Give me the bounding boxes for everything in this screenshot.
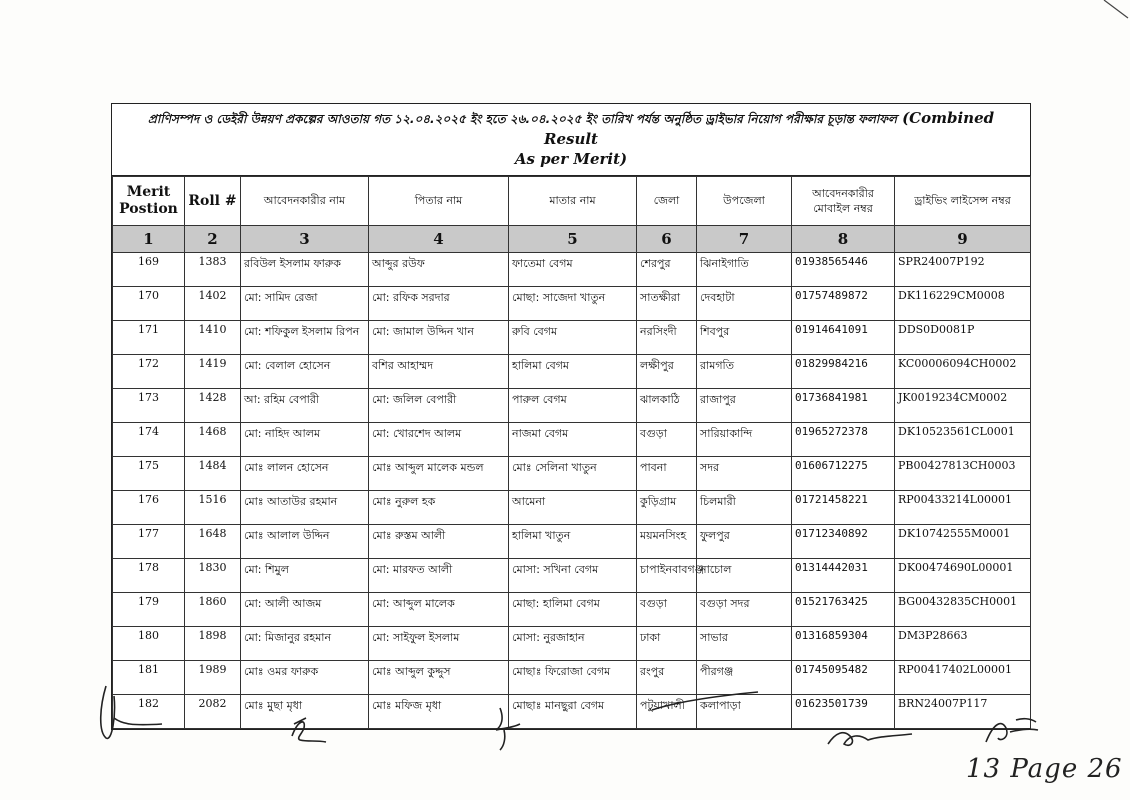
table-row bbox=[113, 627, 1031, 661]
upazila-cell: দেবহাটা bbox=[697, 287, 792, 321]
table-body bbox=[113, 253, 1031, 729]
license-cell: DK00474690L00001 bbox=[895, 559, 1031, 593]
roll-cell: 1468 bbox=[185, 423, 241, 457]
license-cell: RP00433214L00001 bbox=[895, 491, 1031, 525]
district-cell: সাতক্ষীরা bbox=[637, 287, 697, 321]
column-number: 6 bbox=[637, 226, 697, 253]
name-cell: মো: শিমুল bbox=[241, 559, 369, 593]
roll-cell: 1410 bbox=[185, 321, 241, 355]
district-cell: ময়মনসিংহ bbox=[637, 525, 697, 559]
table-row bbox=[113, 287, 1031, 321]
header-mother: মাতার নাম bbox=[509, 177, 637, 226]
merit-cell: 179 bbox=[113, 593, 185, 627]
column-number: 3 bbox=[241, 226, 369, 253]
signature-1 bbox=[92, 676, 172, 746]
license-cell: BG00432835CH0001 bbox=[895, 593, 1031, 627]
upazila-cell: চিলমারী bbox=[697, 491, 792, 525]
name-cell: মো: বেলাল হোসেন bbox=[241, 355, 369, 389]
table-row bbox=[113, 457, 1031, 491]
roll-cell: 2082 bbox=[185, 695, 241, 729]
table-row bbox=[113, 593, 1031, 627]
father-cell: মো: আব্দুল মালেক bbox=[369, 593, 509, 627]
license-cell: BRN24007P117 bbox=[895, 695, 1031, 729]
license-cell: JK0019234CM0002 bbox=[895, 389, 1031, 423]
merit-cell: 169 bbox=[113, 253, 185, 287]
header-merit: Merit Postion bbox=[113, 177, 185, 226]
title-english-line1: (Combined Result bbox=[544, 109, 995, 148]
father-cell: মোঃ আব্দুল মালেক মন্ডল bbox=[369, 457, 509, 491]
district-cell: শেরপুর bbox=[637, 253, 697, 287]
roll-cell: 1419 bbox=[185, 355, 241, 389]
mother-cell: নাজমা বেগম bbox=[509, 423, 637, 457]
header-upazila: উপজেলা bbox=[697, 177, 792, 226]
father-cell: মো: খোরশেদ আলম bbox=[369, 423, 509, 457]
name-cell: আ: রহিম বেপারী bbox=[241, 389, 369, 423]
header-row bbox=[113, 177, 1031, 226]
license-cell: DDS0D0081P bbox=[895, 321, 1031, 355]
district-cell: বগুড়া bbox=[637, 593, 697, 627]
header-mobile: আবেদনকারীর মোবাইল নম্বর bbox=[792, 177, 895, 226]
mother-cell: ফাতেমা বেগম bbox=[509, 253, 637, 287]
father-cell: মো: জলিল বেপারী bbox=[369, 389, 509, 423]
name-cell: রবিউল ইসলাম ফারুক bbox=[241, 253, 369, 287]
mobile-cell: 01829984216 bbox=[792, 355, 895, 389]
upazila-cell: ঝিনাইগাতি bbox=[697, 253, 792, 287]
table-row bbox=[113, 525, 1031, 559]
name-cell: মো: নাহিদ আলম bbox=[241, 423, 369, 457]
column-number: 4 bbox=[369, 226, 509, 253]
header-name: আবেদনকারীর নাম bbox=[241, 177, 369, 226]
mobile-cell: 01721458221 bbox=[792, 491, 895, 525]
table-row bbox=[113, 423, 1031, 457]
roll-cell: 1648 bbox=[185, 525, 241, 559]
table-row bbox=[113, 661, 1031, 695]
mother-cell: মোছা: হালিমা বেগম bbox=[509, 593, 637, 627]
merit-cell: 174 bbox=[113, 423, 185, 457]
district-cell: চাপাইনবাবগঞ্জ bbox=[637, 559, 697, 593]
mother-cell: মোছাঃ মানছুরা বেগম bbox=[509, 695, 637, 729]
document-title bbox=[112, 104, 1030, 176]
mobile-cell: 01606712275 bbox=[792, 457, 895, 491]
mobile-cell: 01938565446 bbox=[792, 253, 895, 287]
column-number: 9 bbox=[895, 226, 1031, 253]
name-cell: মোঃ ওমর ফারুক bbox=[241, 661, 369, 695]
name-cell: মো: আলী আজম bbox=[241, 593, 369, 627]
mobile-cell: 01314442031 bbox=[792, 559, 895, 593]
name-cell: মোঃ আতাউর রহমান bbox=[241, 491, 369, 525]
name-cell: মো: শফিকুল ইসলাম রিপন bbox=[241, 321, 369, 355]
signature-4 bbox=[646, 688, 766, 718]
upazila-cell: ফুলপুর bbox=[697, 525, 792, 559]
mother-cell: মোঃ সেলিনা খাতুন bbox=[509, 457, 637, 491]
mother-cell: পারুল বেগম bbox=[509, 389, 637, 423]
mobile-cell: 01757489872 bbox=[792, 287, 895, 321]
column-number: 5 bbox=[509, 226, 637, 253]
roll-cell: 1860 bbox=[185, 593, 241, 627]
roll-cell: 1898 bbox=[185, 627, 241, 661]
merit-cell: 178 bbox=[113, 559, 185, 593]
mobile-cell: 01316859304 bbox=[792, 627, 895, 661]
table-row bbox=[113, 253, 1031, 287]
name-cell: মোঃ লালন হোসেন bbox=[241, 457, 369, 491]
merit-cell: 170 bbox=[113, 287, 185, 321]
upazila-cell: সাভার bbox=[697, 627, 792, 661]
upazila-cell: সারিয়াকান্দি bbox=[697, 423, 792, 457]
roll-cell: 1428 bbox=[185, 389, 241, 423]
upazila-cell: রাজাপুর bbox=[697, 389, 792, 423]
district-cell: বগুড়া bbox=[637, 423, 697, 457]
header-license: ড্রাইভিং লাইসেন্স নম্বর bbox=[895, 177, 1031, 226]
column-number-row bbox=[113, 226, 1031, 253]
signature-3 bbox=[486, 704, 526, 754]
header-roll: Roll # bbox=[185, 177, 241, 226]
license-cell: DM3P28663 bbox=[895, 627, 1031, 661]
merit-cell: 177 bbox=[113, 525, 185, 559]
handwritten-page-note: 13 Page 26 bbox=[966, 754, 1123, 784]
merit-table bbox=[112, 176, 1031, 729]
mother-cell: মোছা: সাজেদা খাতুন bbox=[509, 287, 637, 321]
upazila-cell: কলাপাড়া bbox=[697, 695, 792, 729]
mobile-cell: 01914641091 bbox=[792, 321, 895, 355]
father-cell: মোঃ আব্দুল কুদ্দুস bbox=[369, 661, 509, 695]
mobile-cell: 01745095482 bbox=[792, 661, 895, 695]
roll-cell: 1383 bbox=[185, 253, 241, 287]
column-number: 8 bbox=[792, 226, 895, 253]
name-cell: মোঃ মুছা মৃধা bbox=[241, 695, 369, 729]
license-cell: RP00417402L00001 bbox=[895, 661, 1031, 695]
table-row bbox=[113, 355, 1031, 389]
upazila-cell: সদর bbox=[697, 457, 792, 491]
mobile-cell: 01623501739 bbox=[792, 695, 895, 729]
table-row bbox=[113, 491, 1031, 525]
district-cell: রংপুর bbox=[637, 661, 697, 695]
signature-5 bbox=[820, 714, 920, 758]
roll-cell: 1830 bbox=[185, 559, 241, 593]
roll-cell: 1516 bbox=[185, 491, 241, 525]
mother-cell: মোসা: নুরজাহান bbox=[509, 627, 637, 661]
column-number: 2 bbox=[185, 226, 241, 253]
district-cell: পটুয়াখালী bbox=[637, 695, 697, 729]
mother-cell: হালিমা বেগম bbox=[509, 355, 637, 389]
merit-cell: 173 bbox=[113, 389, 185, 423]
merit-cell: 180 bbox=[113, 627, 185, 661]
column-number: 1 bbox=[113, 226, 185, 253]
license-cell: SPR24007P192 bbox=[895, 253, 1031, 287]
father-cell: মো: মারফত আলী bbox=[369, 559, 509, 593]
license-cell: DK116229CM0008 bbox=[895, 287, 1031, 321]
table-row bbox=[113, 321, 1031, 355]
mother-cell: আমেনা bbox=[509, 491, 637, 525]
father-cell: আব্দুর রউফ bbox=[369, 253, 509, 287]
result-sheet bbox=[111, 103, 1031, 730]
upazila-cell: বগুড়া সদর bbox=[697, 593, 792, 627]
name-cell: মো: সামিদ রেজা bbox=[241, 287, 369, 321]
father-cell: মোঃ রুস্তম আলী bbox=[369, 525, 509, 559]
district-cell: ঝালকাঠি bbox=[637, 389, 697, 423]
mobile-cell: 01965272378 bbox=[792, 423, 895, 457]
merit-cell: 181 bbox=[113, 661, 185, 695]
mobile-cell: 01712340892 bbox=[792, 525, 895, 559]
father-cell: মো: জামাল উদ্দিন খান bbox=[369, 321, 509, 355]
mother-cell: মোসা: সখিনা বেগম bbox=[509, 559, 637, 593]
merit-cell: 176 bbox=[113, 491, 185, 525]
roll-cell: 1484 bbox=[185, 457, 241, 491]
mobile-cell: 01521763425 bbox=[792, 593, 895, 627]
title-bengali: প্রাণিসম্পদ ও ডেইরী উন্নয়ণ প্রকল্পের আওতায় গত ১২.০৪.২০২৫ ইং হতে ২৬.০৪.২০২৫ ইং তারিখ পর্যন্ত অনুষ্ঠিত ড্রাইভার নিয়োগ পরীক্ষার চূড়ান্ত ফলাফল bbox=[147, 112, 897, 126]
mobile-cell: 01736841981 bbox=[792, 389, 895, 423]
upazila-cell: রামগতি bbox=[697, 355, 792, 389]
table-row bbox=[113, 389, 1031, 423]
district-cell: পাবনা bbox=[637, 457, 697, 491]
license-cell: DK10742555M0001 bbox=[895, 525, 1031, 559]
father-cell: মো: রফিক সরদার bbox=[369, 287, 509, 321]
father-cell: মো: সাইফুল ইসলাম bbox=[369, 627, 509, 661]
name-cell: মো: মিজানুর রহমান bbox=[241, 627, 369, 661]
mother-cell: রুবি বেগম bbox=[509, 321, 637, 355]
merit-cell: 171 bbox=[113, 321, 185, 355]
mother-cell: হালিমা খাতুন bbox=[509, 525, 637, 559]
father-cell: মোঃ নুরুল হক bbox=[369, 491, 509, 525]
merit-cell: 182 bbox=[113, 695, 185, 729]
upazila-cell: শিবপুর bbox=[697, 321, 792, 355]
district-cell: লক্ষীপুর bbox=[637, 355, 697, 389]
signature-2 bbox=[282, 712, 332, 748]
father-cell: বশির আহাম্মদ bbox=[369, 355, 509, 389]
district-cell: কুড়িগ্রাম bbox=[637, 491, 697, 525]
signature-6 bbox=[976, 712, 1046, 756]
name-cell: মোঃ আলাল উদ্দিন bbox=[241, 525, 369, 559]
merit-cell: 175 bbox=[113, 457, 185, 491]
license-cell: KC00006094CH0002 bbox=[895, 355, 1031, 389]
title-english-line2: As per Merit) bbox=[514, 150, 628, 168]
roll-cell: 1402 bbox=[185, 287, 241, 321]
column-number: 7 bbox=[697, 226, 792, 253]
license-cell: DK10523561CL0001 bbox=[895, 423, 1031, 457]
page-corner-mark bbox=[1090, 0, 1130, 20]
upazila-cell: পীরগঞ্জ bbox=[697, 661, 792, 695]
header-district: জেলা bbox=[637, 177, 697, 226]
license-cell: PB00427813CH0003 bbox=[895, 457, 1031, 491]
roll-cell: 1989 bbox=[185, 661, 241, 695]
district-cell: নরসিংদী bbox=[637, 321, 697, 355]
header-father: পিতার নাম bbox=[369, 177, 509, 226]
table-row bbox=[113, 559, 1031, 593]
father-cell: মোঃ মফিজ মৃধা bbox=[369, 695, 509, 729]
merit-cell: 172 bbox=[113, 355, 185, 389]
district-cell: ঢাকা bbox=[637, 627, 697, 661]
mother-cell: মোছাঃ ফিরোজা বেগম bbox=[509, 661, 637, 695]
upazila-cell: নাচোল bbox=[697, 559, 792, 593]
